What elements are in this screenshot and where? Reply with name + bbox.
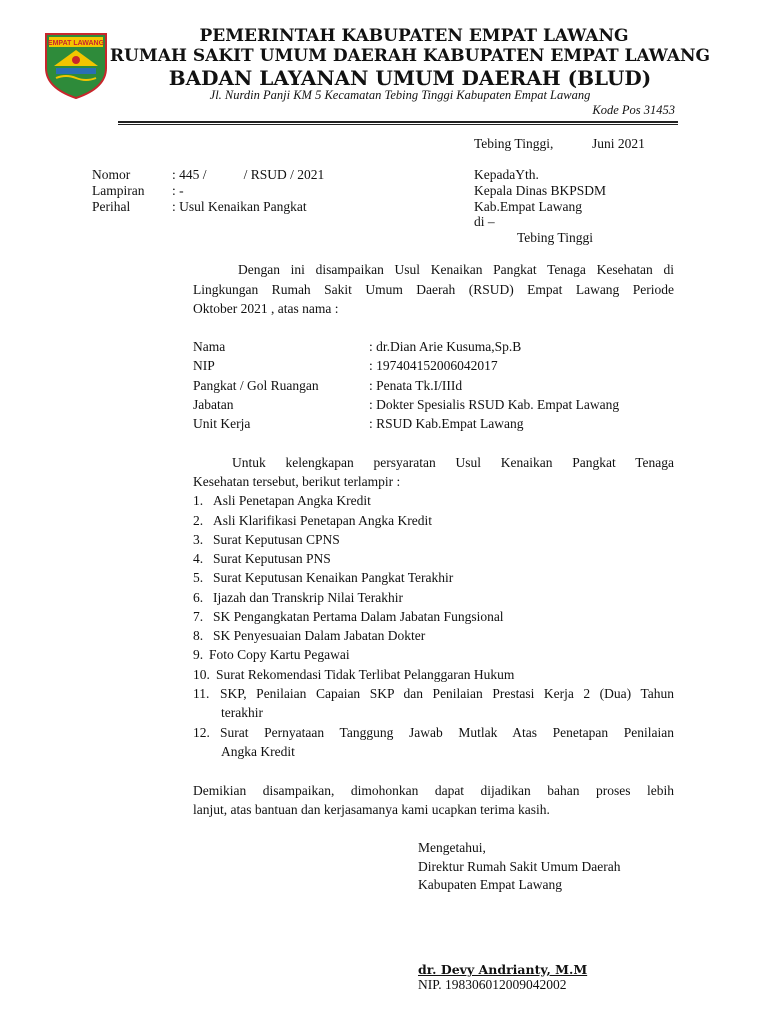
letter-date: Juni 2021 — [592, 136, 645, 151]
list-item-number: 5. — [193, 570, 204, 585]
identity-value: : 197404152006042017 — [369, 358, 498, 373]
header-line-hospital: RUMAH SAKIT UMUM DAERAH KABUPATEN EMPAT LAWANG — [109, 46, 711, 66]
list-item-number: 6. — [193, 590, 204, 605]
header-line-government: PEMERINTAH KABUPATEN EMPAT LAWANG — [199, 26, 629, 46]
recipient-di: di – — [474, 214, 495, 229]
list-item-number: 3. — [193, 532, 204, 547]
identity-label: Jabatan — [193, 397, 234, 412]
list-item: SKP, Penilaian Capaian SKP dan Penilaian Prestasi Kerja 2 (Dua) Tahun — [220, 686, 674, 701]
list-item-number: 9. — [193, 647, 204, 662]
list-item: SK Penyesuaian Dalam Jabatan Dokter — [213, 628, 426, 643]
recipient-regency: Kab.Empat Lawang — [474, 199, 582, 214]
list-item-number: 2. — [193, 513, 204, 528]
identity-value: : Dokter Spesialis RSUD Kab. Empat Lawang — [369, 397, 620, 412]
header-address: Jl. Nurdin Panji KM 5 Kecamatan Tebing Tinggi Kabupaten Empat Lawang — [209, 88, 591, 102]
recipient-office: Kepala Dinas BKPSDM — [474, 183, 606, 198]
nomor-label: Nomor — [92, 167, 131, 182]
identity-value: : Penata Tk.I/IIId — [369, 378, 463, 393]
perihal-value: : Usul Kenaikan Pangkat — [172, 199, 307, 214]
list-item: Asli Klarifikasi Penetapan Angka Kredit — [213, 513, 432, 528]
signatory-name: dr. Devy Andrianty, M.M — [418, 962, 588, 977]
attachment-intro-line-2: Kesehatan tersebut, berikut terlampir : — [193, 474, 401, 489]
identity-label: Pangkat / Gol Ruangan — [193, 378, 319, 393]
signature-title: Direktur Rumah Sakit Umum Daerah — [418, 859, 621, 874]
list-item-number: 11. — [193, 686, 210, 701]
lampiran-value: : - — [172, 183, 184, 198]
list-item-continuation: terakhir — [221, 705, 263, 720]
list-item: Surat Rekomendasi Tidak Terlibat Pelanggaran Hukum — [216, 667, 515, 682]
closing-line-2: lanjut, atas bantuan dan kerjasamanya kami ucapkan terima kasih. — [193, 802, 550, 817]
list-item-number: 10. — [193, 667, 210, 682]
recipient-city: Tebing Tinggi — [517, 230, 593, 245]
list-item-number: 8. — [193, 628, 204, 643]
header-rule-thick — [118, 121, 678, 123]
list-item: Surat Keputusan PNS — [213, 551, 331, 566]
intro-line-1: Dengan ini disampaikan Usul Kenaikan Pangkat Tenaga Kesehatan di — [238, 262, 674, 277]
nomor-value: : 445 / / RSUD / 2021 — [172, 167, 325, 182]
list-item-number: 7. — [193, 609, 204, 624]
closing-line-1: Demikian disampaikan, dimohonkan dapat dijadikan bahan proses lebih — [193, 783, 674, 798]
emblem-lettering: EMPAT LAWANG — [47, 40, 105, 47]
identity-label: Unit Kerja — [193, 416, 251, 431]
header-postal-code: Kode Pos 31453 — [592, 103, 675, 117]
identity-value: : dr.Dian Arie Kusuma,Sp.B — [369, 339, 522, 354]
list-item: Surat Pernyataan Tanggung Jawab Mutlak Atas Penetapan Penilaian — [220, 725, 674, 740]
identity-label: NIP — [193, 358, 215, 373]
header-rule-thin — [118, 124, 678, 125]
identity-value: : RSUD Kab.Empat Lawang — [369, 416, 524, 431]
list-item-number: 4. — [193, 551, 204, 566]
identity-label: Nama — [193, 339, 226, 354]
list-item: Foto Copy Kartu Pegawai — [209, 647, 350, 662]
letter-place: Tebing Tinggi, — [474, 136, 554, 151]
perihal-label: Perihal — [92, 199, 131, 214]
list-item-continuation: Angka Kredit — [221, 744, 295, 759]
intro-line-3: Oktober 2021 , atas nama : — [193, 301, 339, 316]
list-item: SK Pengangkatan Pertama Dalam Jabatan Fungsional — [213, 609, 504, 624]
header-line-blud: BADAN LAYANAN UMUM DAERAH (BLUD) — [168, 66, 652, 90]
signatory-nip: NIP. 198306012009042002 — [418, 977, 567, 992]
list-item-number: 12. — [193, 725, 210, 740]
list-item: Surat Keputusan Kenaikan Pangkat Terakhir — [213, 570, 454, 585]
list-item: Ijazah dan Transkrip Nilai Terakhir — [213, 590, 404, 605]
signature-regency: Kabupaten Empat Lawang — [418, 877, 562, 892]
list-item: Asli Penetapan Angka Kredit — [213, 493, 371, 508]
attachment-intro-line-1: Untuk kelengkapan persyaratan Usul Kenaikan Pangkat Tenaga — [232, 455, 674, 470]
recipient-greeting: KepadaYth. — [474, 167, 539, 182]
intro-line-2: Lingkungan Rumah Sakit Umum Daerah (RSUD) Empat Lawang Periode — [193, 282, 674, 297]
list-item: Surat Keputusan CPNS — [213, 532, 340, 547]
signature-acknowledged: Mengetahui, — [418, 840, 486, 855]
list-item-number: 1. — [193, 493, 204, 508]
lampiran-label: Lampiran — [92, 183, 145, 198]
